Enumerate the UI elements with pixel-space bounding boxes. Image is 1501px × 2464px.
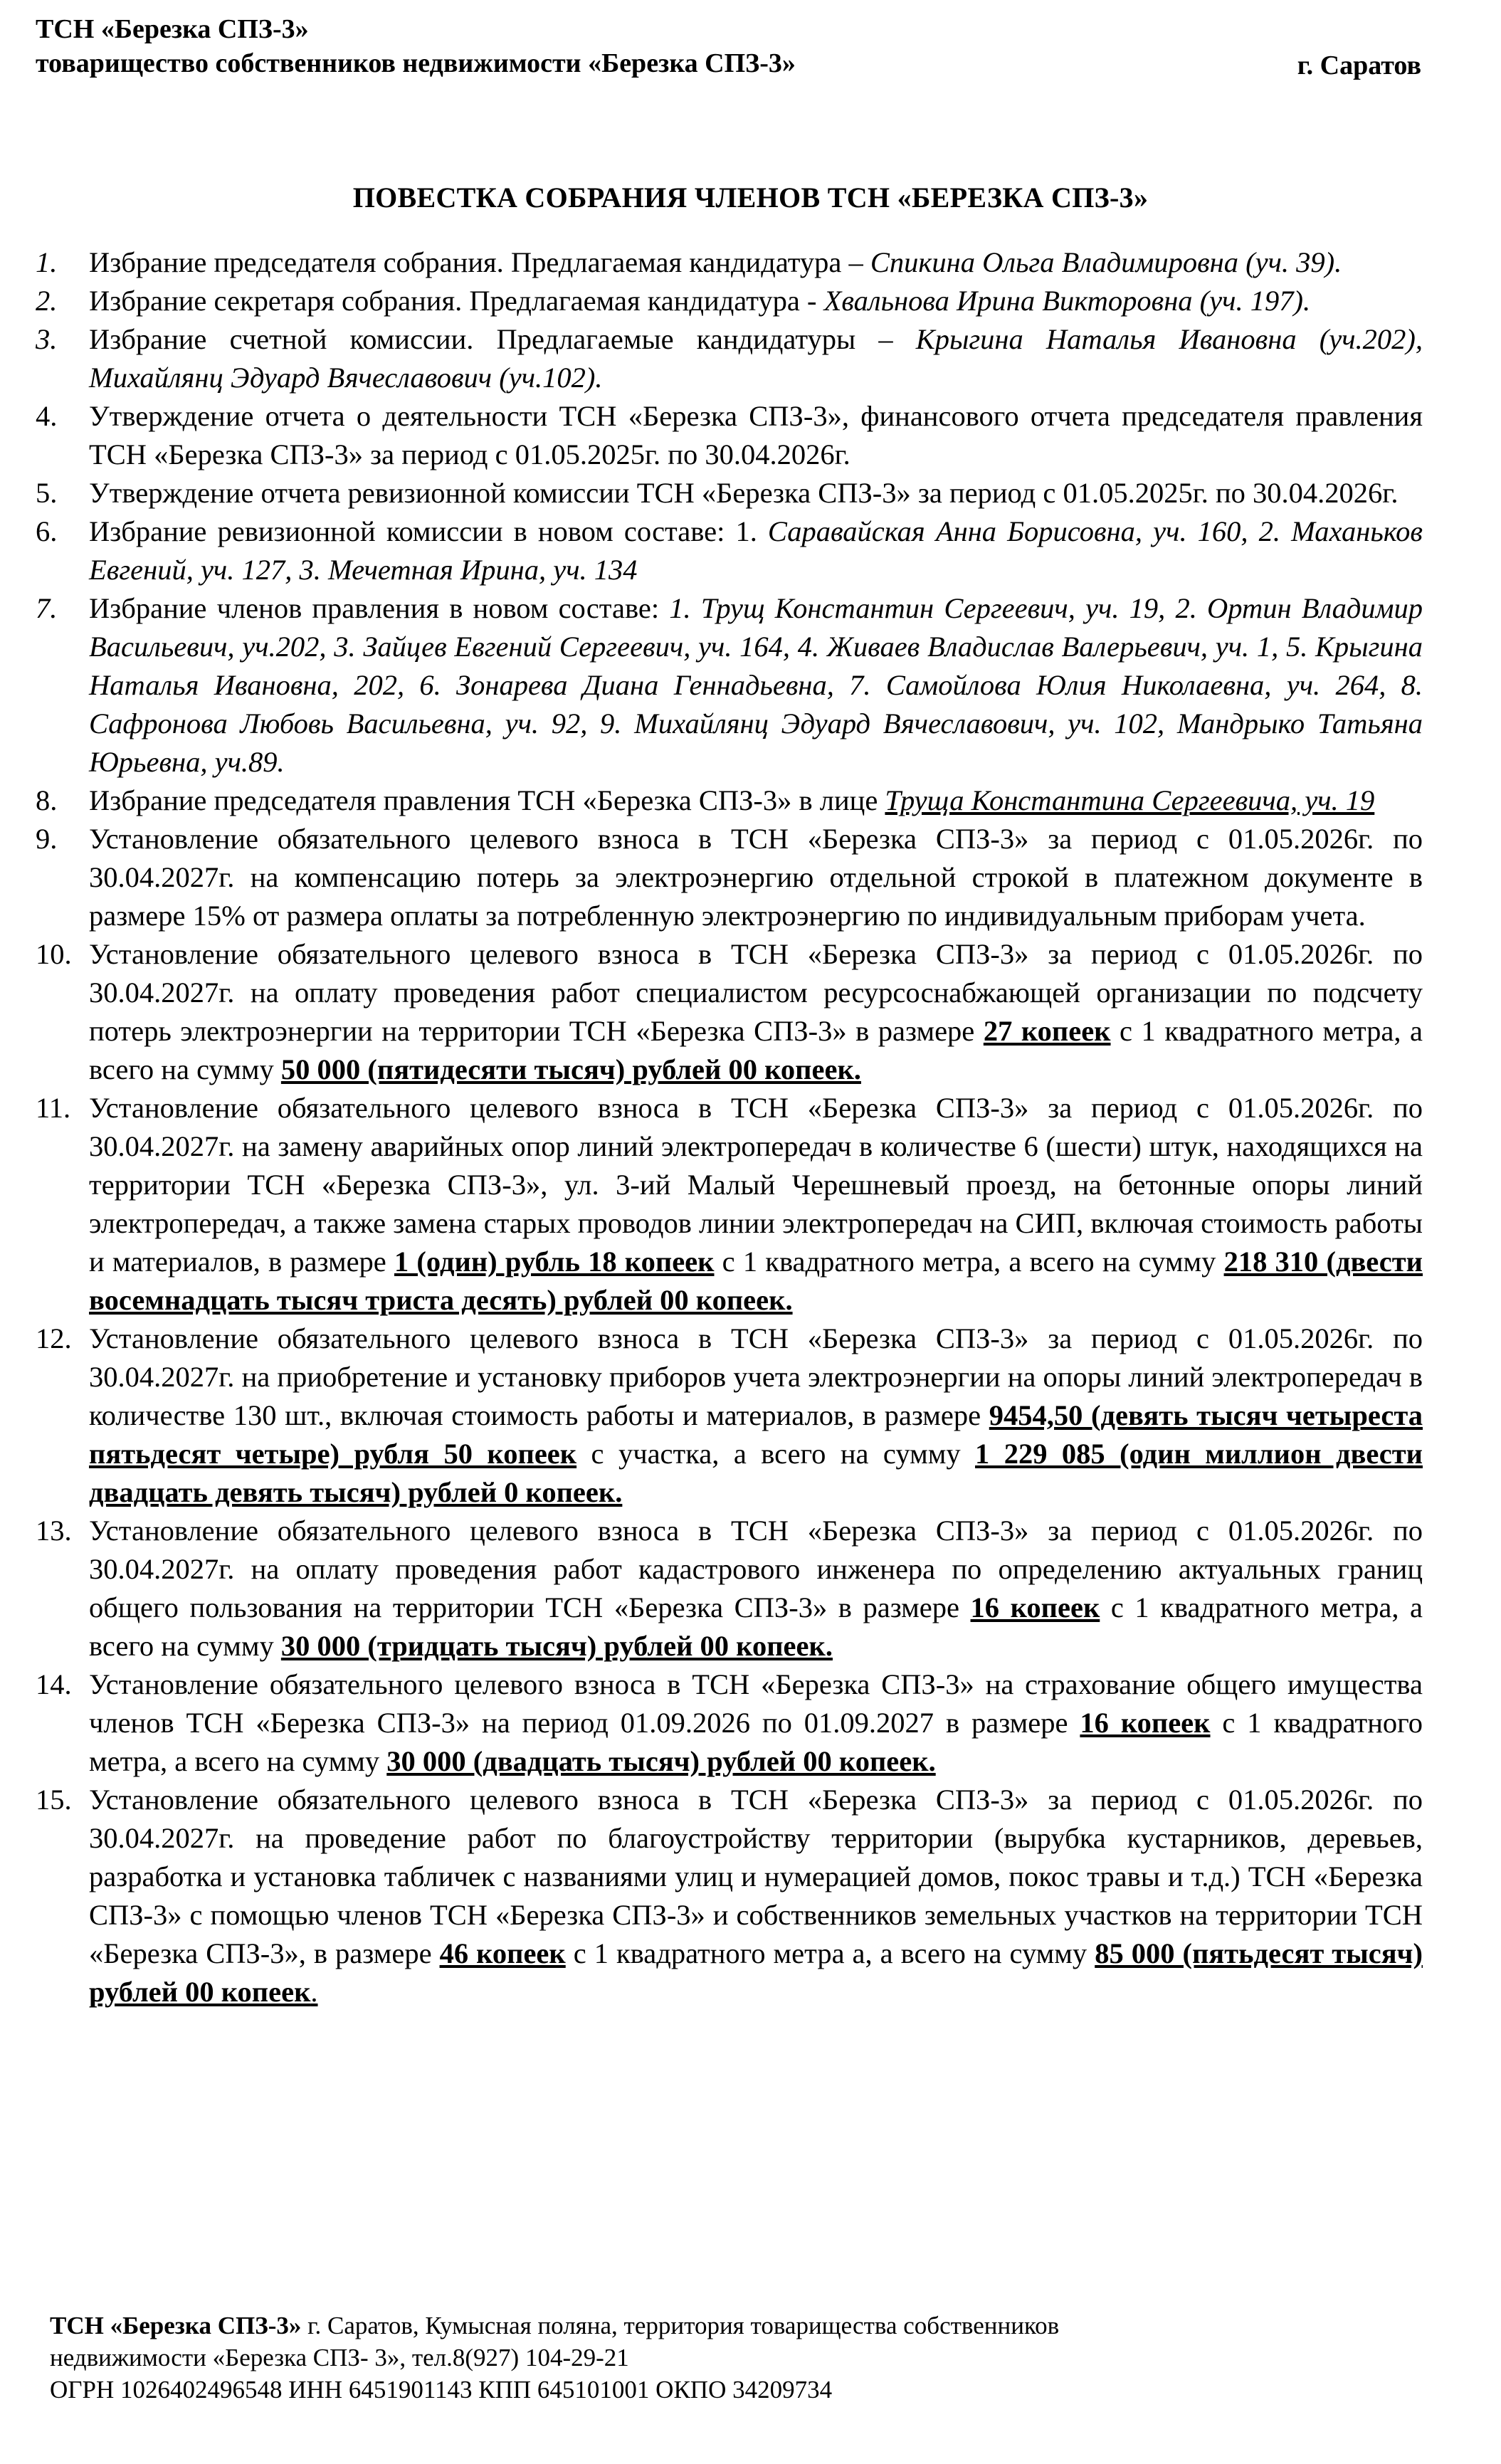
item-candidates: Саравайская Анна Борисовна, уч. 160, 2. Маханьков Евгений, уч. 127, 3. Мечетная Ирина, уч. 134 bbox=[89, 515, 1423, 586]
item-number: 13. bbox=[36, 1515, 72, 1547]
item-number: 9. bbox=[36, 823, 58, 855]
footer-address: г. Саратов, Кумысная поляна, территория товарищества собственников bbox=[301, 2312, 1060, 2339]
item-total: 85 000 (пятьдесят тысяч) рублей 00 копеек bbox=[89, 1937, 1423, 2008]
item-number: 7. bbox=[36, 592, 58, 624]
item-candidates: 1. Трущ Константин Сергеевич, уч. 19, 2. Ортин Владимир Васильевич, уч.202, 3. Зайцев Евгений Сергеевич, уч. 164, 4. Живаев Владислав Валерьевич, уч. 1, 5. Крыгина Наталья Ивановна, 202, 6. Зонарева Диана Геннадьевна, 7. Самойлова Юлия Николаевна, уч. 264, 8. Сафронова Любовь Васильевна, уч. 92, 9. Михайлянц Эдуард Вячеславович, уч. 102, Мандрыко Татьяна Юрьевна, уч.89. bbox=[89, 592, 1423, 778]
item-number: 5. bbox=[36, 477, 58, 509]
footer-line-1 bbox=[50, 2310, 1059, 2342]
item-text-mid: с 1 квадратного метра, а всего на сумму bbox=[714, 1246, 1224, 1278]
item-text-mid: с 1 квадратного метра, а всего на сумму bbox=[89, 1015, 1423, 1085]
item-number: 15. bbox=[36, 1784, 72, 1816]
item-text: Установление обязательного целевого взноса в ТСН «Березка СПЗ-3» за период с 01.05.2026г. по 30.04.2027г. на замену аварийных опор линий электропередач в количестве 6 (шести) штук, находящихся на территории ТСН «Березка СПЗ-3», ул. 3-ий Малый Черешневый проезд, на бетонные опоры линий электропередач, а также замена старых проводов линии электропередач на СИП, включая стоимость работы и материалов, в размере bbox=[89, 1092, 1423, 1278]
agenda-item-11 bbox=[0, 1089, 1501, 1320]
agenda-item-9 bbox=[0, 820, 1501, 935]
item-text: Установление обязательного целевого взноса в ТСН «Березка СПЗ-3» за период с 01.05.2026г. по 30.04.2027г. на оплату проведения работ кадастрового инженера по определению актуальных границ общего пользования на территории ТСН «Березка СПЗ-3» в размере bbox=[89, 1515, 1423, 1623]
agenda-item-7 bbox=[0, 589, 1501, 781]
item-rate: 27 копеек bbox=[983, 1015, 1111, 1047]
item-text: Избрание счетной комиссии. Предлагаемые кандидатуры – bbox=[89, 323, 916, 355]
item-candidate: Крыгина Наталья Ивановна (уч.202), Михайлянц Эдуард Вячеславович (уч.102). bbox=[89, 323, 1423, 394]
agenda-item-2 bbox=[0, 282, 1501, 320]
org-short-name: ТСН «Березка СПЗ-3» bbox=[36, 14, 309, 44]
item-text: Избрание членов правления в новом составе: bbox=[89, 592, 670, 624]
item-candidate: Спикина Ольга Владимировна (уч. 39). bbox=[870, 246, 1342, 278]
item-total: 218 310 (двести восемнадцать тысяч триста десять) рублей 00 копеек. bbox=[89, 1246, 1423, 1316]
item-text: Установление обязательного целевого взноса в ТСН «Березка СПЗ-3» за период с 01.05.2026г. по 30.04.2027г. на приобретение и установку приборов учета электроэнергии на опоры линий электропередач в количестве 130 шт., включая стоимость работы и материалов, в размере bbox=[89, 1322, 1423, 1431]
item-text: Установление обязательного целевого взноса в ТСН «Березка СПЗ-3» на страхование общего имущества членов ТСН «Березка СПЗ-3» на период 01.09.2026 по 01.09.2027 в размере bbox=[89, 1668, 1423, 1739]
footer-line-2: недвижимости «Березка СПЗ- 3», тел.8(927) 104-29-21 bbox=[50, 2344, 629, 2371]
footer-line-3: ОГРН 1026402496548 ИНН 6451901143 КПП 645101001 ОКПО 34209734 bbox=[50, 2376, 833, 2404]
item-text-mid: с 1 квадратного метра а, а всего на сумму bbox=[565, 1937, 1095, 1969]
agenda-item-14 bbox=[0, 1665, 1501, 1781]
item-number: 2. bbox=[36, 285, 58, 317]
item-rate: 1 (один) рубль 18 копеек bbox=[394, 1246, 715, 1278]
agenda-item-13 bbox=[0, 1512, 1501, 1665]
item-total: 50 000 (пятидесяти тысяч) рублей 00 копеек. bbox=[280, 1053, 861, 1085]
item-total: 30 000 (тридцать тысяч) рублей 00 копеек. bbox=[280, 1630, 833, 1662]
item-text: Установление обязательного целевого взноса в ТСН «Березка СПЗ-3» за период с 01.05.2026г. по 30.04.2027г. на проведение работ по благоустройству территории (вырубка кустарников, деревьев, разработка и установка табличек с названиями улиц и нумерацией домов, покос травы и т.д.) ТСН «Березка СПЗ-3» с помощью членов ТСН «Березка СПЗ-3» и собственников земельных участков на территории ТСН «Березка СПЗ-3», в размере bbox=[89, 1784, 1423, 1969]
item-text: Установление обязательного целевого взноса в ТСН «Березка СПЗ-3» за период с 01.05.2026г. по 30.04.2027г. на компенсацию потерь за электроэнергию отдельной строкой в платежном документе в размере 15% от размера оплаты за потребленную электроэнергию по индивидуальным приборам учета. bbox=[89, 823, 1423, 932]
item-text: Избрание председателя собрания. Предлагаемая кандидатура – bbox=[89, 246, 870, 278]
agenda-item-5 bbox=[0, 474, 1501, 512]
item-number: 10. bbox=[36, 938, 72, 970]
footer bbox=[50, 2310, 1059, 2406]
item-rate: 16 копеек bbox=[970, 1591, 1100, 1623]
item-text: Утверждение отчета ревизионной комиссии ТСН «Березка СПЗ-3» за период с 01.05.2025г. по 30.04.2026г. bbox=[89, 477, 1399, 509]
item-candidate: Труща Константина Сергеевича, уч. 19 bbox=[885, 784, 1375, 816]
item-text: Утверждение отчета о деятельности ТСН «Березка СПЗ-3», финансового отчета председателя правления ТСН «Березка СПЗ-3» за период с 01.05.2025г. по 30.04.2026г. bbox=[89, 400, 1423, 470]
agenda-item-12 bbox=[0, 1320, 1501, 1512]
item-text: Избрание секретаря собрания. Предлагаемая кандидатура - bbox=[89, 285, 824, 317]
item-number: 1. bbox=[36, 246, 58, 278]
item-text: Избрание ревизионной комиссии в новом составе: 1. bbox=[89, 515, 768, 547]
city: г. Саратов bbox=[1297, 51, 1421, 80]
org-full-name: товарищество собственников недвижимости «Березка СПЗ-3» bbox=[36, 48, 796, 78]
item-rate: 9454,50 (девять тысяч четыреста пятьдесят четыре) рубля 50 копеек bbox=[89, 1399, 1423, 1470]
item-text-mid: с 1 квадратного метра, а всего на сумму bbox=[89, 1707, 1423, 1777]
item-number: 6. bbox=[36, 515, 58, 547]
item-end: . bbox=[310, 1976, 318, 2008]
agenda-item-3 bbox=[0, 320, 1501, 397]
item-text-mid: с участка, а всего на сумму bbox=[576, 1438, 976, 1470]
agenda-item-4 bbox=[0, 397, 1501, 474]
item-number: 8. bbox=[36, 784, 58, 816]
agenda-item-1 bbox=[0, 243, 1501, 282]
agenda-item-15 bbox=[0, 1781, 1501, 2011]
item-rate: 46 копеек bbox=[439, 1937, 566, 1969]
item-number: 14. bbox=[36, 1668, 72, 1700]
item-total: 1 229 085 (один миллион двести двадцать девять тысяч) рублей 0 копеек. bbox=[89, 1438, 1423, 1508]
agenda-item-6 bbox=[0, 512, 1501, 589]
document-title: ПОВЕСТКА СОБРАНИЯ ЧЛЕНОВ ТСН «БЕРЕЗКА СПЗ-3» bbox=[352, 181, 1149, 214]
item-number: 12. bbox=[36, 1322, 72, 1354]
agenda-list bbox=[0, 243, 1501, 2011]
item-text: Избрание председателя правления ТСН «Березка СПЗ-3» в лице bbox=[89, 784, 885, 816]
agenda-item-8 bbox=[0, 781, 1501, 820]
item-number: 3. bbox=[36, 323, 58, 355]
item-text: Установление обязательного целевого взноса в ТСН «Березка СПЗ-3» за период с 01.05.2026г. по 30.04.2027г. на оплату проведения работ специалистом ресурсоснабжающей организации по подсчету потерь электроэнергии на территории ТСН «Березка СПЗ-3» в размере bbox=[89, 938, 1423, 1047]
agenda-item-10 bbox=[0, 935, 1501, 1089]
footer-org-name: ТСН «Березка СПЗ-3» bbox=[50, 2312, 302, 2339]
item-candidate: Хвальнова Ирина Викторовна (уч. 197). bbox=[823, 285, 1311, 317]
item-number: 4. bbox=[36, 400, 58, 432]
item-total: 30 000 (двадцать тысяч) рублей 00 копеек. bbox=[386, 1745, 936, 1777]
item-text-mid: с 1 квадратного метра, а всего на сумму bbox=[89, 1591, 1423, 1662]
item-rate: 16 копеек bbox=[1080, 1707, 1211, 1739]
item-number: 11. bbox=[36, 1092, 71, 1124]
